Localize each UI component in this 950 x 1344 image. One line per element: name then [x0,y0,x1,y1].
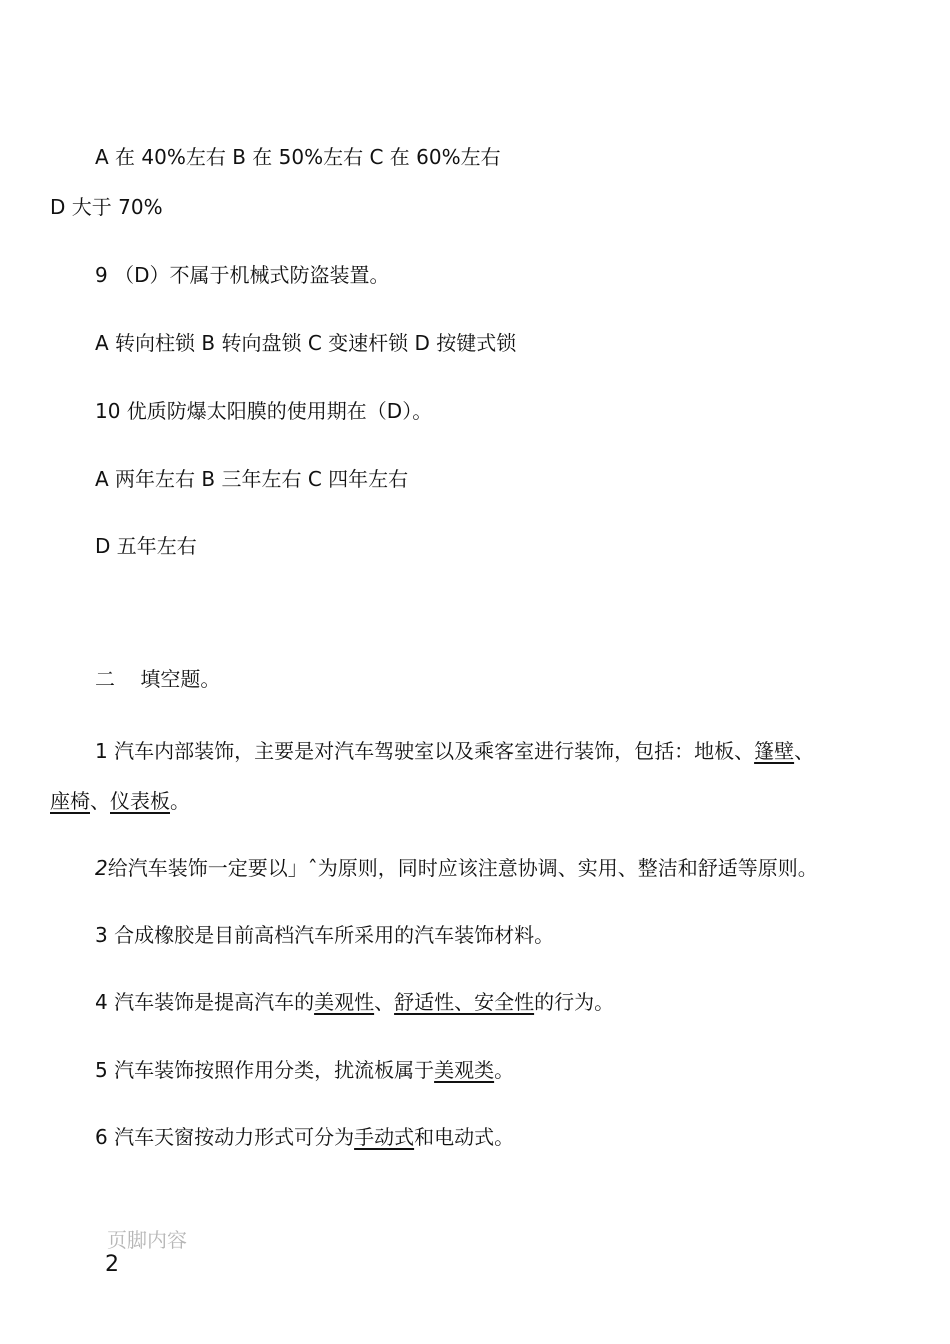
fill4-prefix: 4 汽车装饰是提高汽车的 [95,990,315,1014]
fill4-end: 的行为。 [534,990,615,1014]
fill4-separator-1: 、 [374,990,395,1014]
fill1-prefix: 1 汽车内部装饰，主要是对汽车驾驶室以及乘客室进行装饰，包括：地板、 [95,739,755,763]
footer-label: 页脚内容 [107,1228,187,1252]
q8-options-line2: D 大于 70% [50,195,163,219]
fill1-line1 [95,737,814,765]
q9-question: 9 （D）不属于机械式防盗装置。 [95,263,390,287]
q9-options: A 转向柱锁 B 转向盘锁 C 变速杆锁 D 按键式锁 [95,331,517,355]
fill1-blank-1: 篷壁 [754,739,795,763]
fill1-separator-1: 、 [794,739,815,763]
fill1-line2 [50,787,190,815]
fill6-end: 和电动式。 [414,1125,515,1149]
q10-options-line2: D 五年左右 [95,534,197,558]
fill3-line: 3 合成橡胶是目前高档汽车所采用的汽车装饰材料。 [95,923,555,947]
q8-options-line1: A 在 40%左右 B 在 50%左右 C 在 60%左右 [95,145,501,169]
fill1-end: 。 [170,789,190,813]
fill1-separator-2: 、 [90,789,110,813]
fill2-text: 给汽车装饰一定要以」ˆ为原则，同时应该注意协调、实用、整洁和舒适等原则。 [107,856,818,880]
fill1-blank-2: 座椅 [50,789,90,813]
fill5-line [95,1056,514,1084]
fill6-line [95,1123,514,1151]
q10-options-line1: A 两年左右 B 三年左右 C 四年左右 [95,467,409,491]
fill2-line [95,854,818,882]
fill5-end: 。 [494,1058,515,1082]
fill1-blank-3: 仪表板 [110,789,170,813]
fill4-blank-1: 美观性 [314,990,375,1014]
fill4-line [95,988,614,1016]
fill6-prefix: 6 汽车天窗按动力形式可分为 [95,1125,355,1149]
fill2-number: 2 [95,856,108,880]
q10-question: 10 优质防爆太阳膜的使用期在（D）。 [95,399,433,423]
fill6-blank-1: 手动式 [354,1125,415,1149]
section-heading-fill-in: 二 填空题。 [95,667,221,691]
fill5-blank-1: 美观类 [434,1058,495,1082]
fill4-blank-2: 舒适性、安全性 [394,990,535,1014]
page-number: 2 [105,1252,119,1277]
fill5-prefix: 5 汽车装饰按照作用分类，扰流板属于 [95,1058,435,1082]
